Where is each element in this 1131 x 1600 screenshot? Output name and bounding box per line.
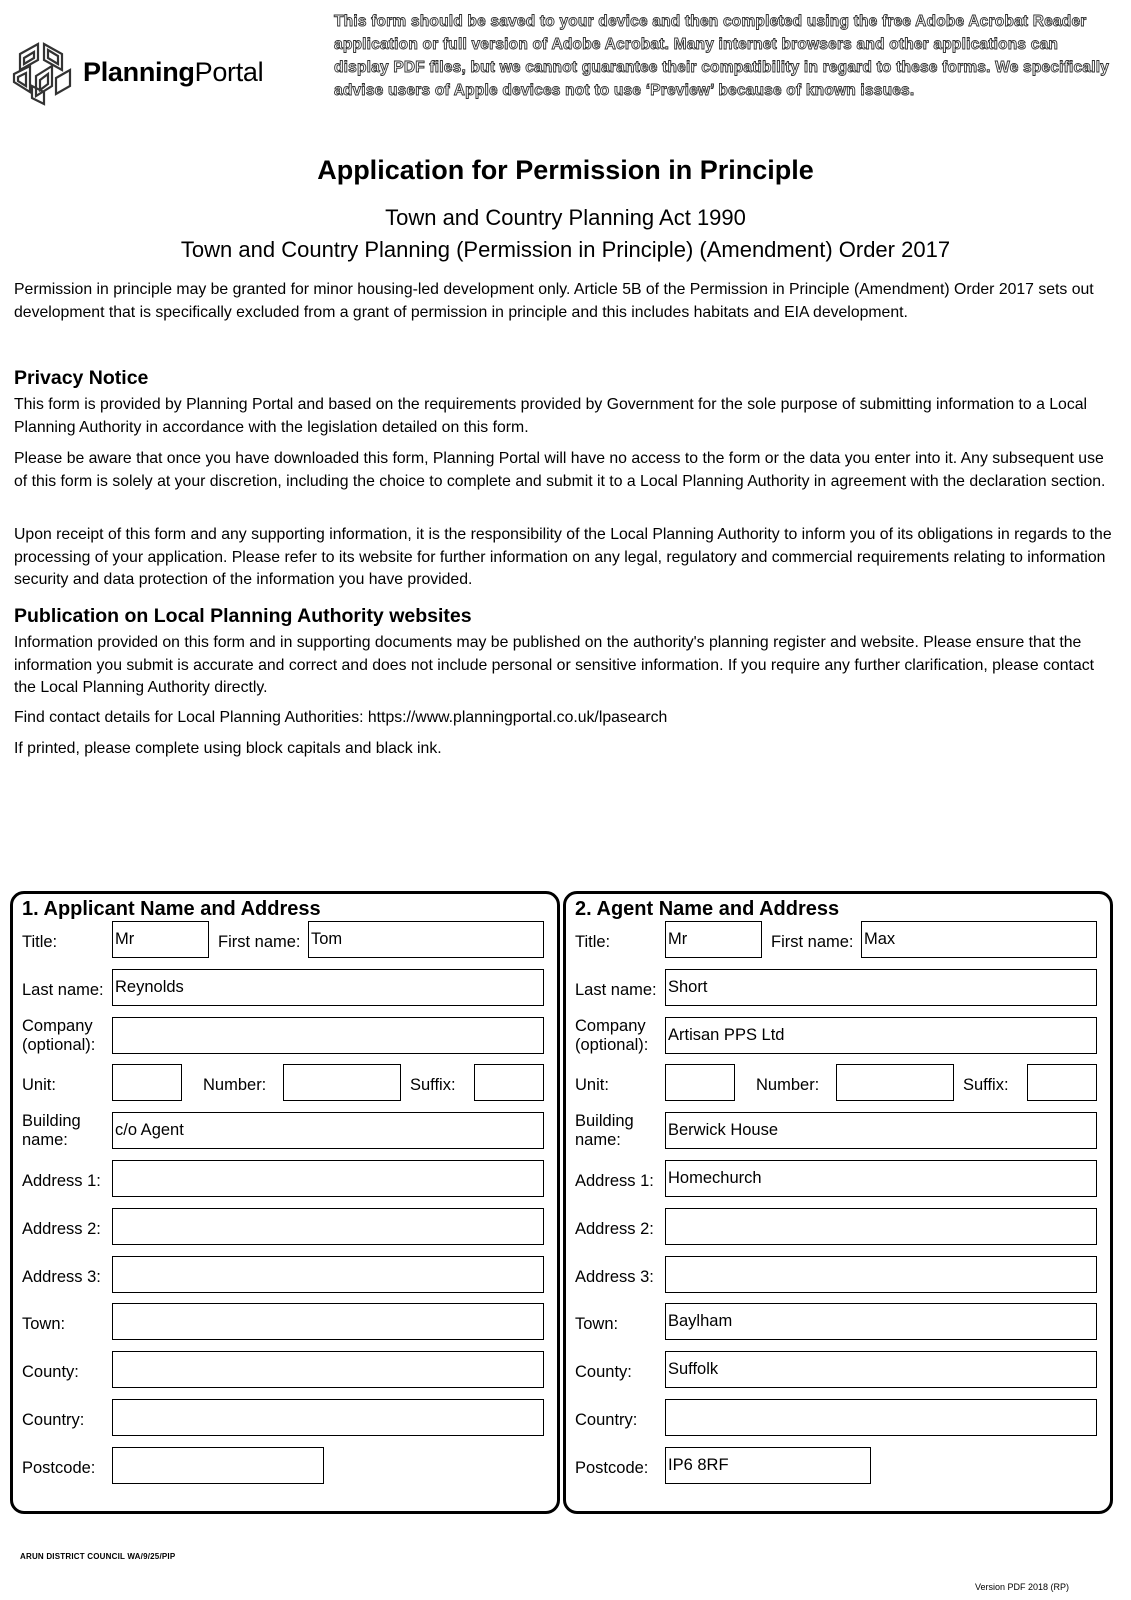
applicant-title-field[interactable]: Mr xyxy=(112,921,209,958)
country-label: Country: xyxy=(575,1411,638,1429)
agent-company-field[interactable]: Artisan PPS Ltd xyxy=(665,1017,1097,1054)
number-label: Number: xyxy=(756,1076,820,1094)
agent-address1-field[interactable]: Homechurch xyxy=(665,1160,1097,1197)
subtitle-order: Town and Country Planning (Permission in Principle) (Amendment) Order 2017 xyxy=(180,237,951,262)
county-label: County: xyxy=(575,1363,632,1381)
block-capitals-instruction: If printed, please complete using block capitals and black ink. xyxy=(14,740,442,757)
applicant-address3-field[interactable] xyxy=(112,1256,544,1293)
applicant-address1-field[interactable] xyxy=(112,1160,544,1197)
building-name-label: Building name: xyxy=(575,1112,634,1149)
country-label: Country: xyxy=(22,1411,85,1429)
first-name-label: First name: xyxy=(218,933,301,951)
agent-last-name-field[interactable]: Short xyxy=(665,969,1097,1006)
version-label: Version PDF 2018 (RP) xyxy=(975,1582,1070,1592)
agent-town-field[interactable]: Baylham xyxy=(665,1303,1097,1340)
agent-first-name-field[interactable]: Max xyxy=(861,921,1097,958)
agent-title-field[interactable]: Mr xyxy=(665,921,762,958)
page-title: Application for Permission in Principle xyxy=(317,155,814,185)
agent-address3-field[interactable] xyxy=(665,1256,1097,1293)
applicant-suffix-field[interactable] xyxy=(474,1064,544,1101)
postcode-label: Postcode: xyxy=(22,1459,96,1477)
address2-label: Address 2: xyxy=(22,1220,101,1238)
planning-portal-logo xyxy=(10,38,280,110)
agent-number-field[interactable] xyxy=(836,1064,954,1101)
address3-label: Address 3: xyxy=(575,1268,654,1286)
agent-country-field[interactable] xyxy=(665,1399,1097,1436)
suffix-label: Suffix: xyxy=(963,1076,1009,1094)
applicant-unit-field[interactable] xyxy=(112,1064,182,1101)
suffix-label: Suffix: xyxy=(410,1076,456,1094)
agent-unit-field[interactable] xyxy=(665,1064,735,1101)
pdf-usage-notice: This form should be saved to your device and then completed using the free Adobe Acrobat Reader application or full version of Adobe Acrobat. Many internet browsers and other applications can display PDF files, but we cannot guarantee their compatibility in regard to these forms. We specifically advise users of Apple devices not to use ‘Preview’ because of known issues. xyxy=(334,13,1110,99)
applicant-first-name-field[interactable]: Tom xyxy=(308,921,544,958)
privacy-paragraph-1: This form is provided by Planning Portal and based on the requirements provided by Government for the sole purpose of submitting information to a Local Planning Authority in accordance with the legislation detailed on this form. xyxy=(14,396,1088,436)
agent-section xyxy=(563,891,1113,1514)
subtitle-act: Town and Country Planning Act 1990 xyxy=(385,205,746,230)
applicant-company-field[interactable] xyxy=(112,1017,544,1054)
first-name-label: First name: xyxy=(771,933,854,951)
number-label: Number: xyxy=(203,1076,267,1094)
applicant-country-field[interactable] xyxy=(112,1399,544,1436)
planning-portal-logo-icon xyxy=(10,40,76,106)
privacy-heading: Privacy Notice xyxy=(14,367,149,389)
unit-label: Unit: xyxy=(22,1076,56,1094)
privacy-paragraph-3: Upon receipt of this form and any supporting information, it is the responsibility of the Local Planning Authority to inform you of its obligations in regards to the processing of your application. Please refer to its website for further information on any legal, regulatory and commercial requirements relating to information security and data protection of the information you have provided. xyxy=(14,526,1112,588)
title-label: Title: xyxy=(575,933,611,951)
address1-label: Address 1: xyxy=(22,1172,101,1190)
company-label: Company (optional): xyxy=(22,1017,96,1054)
applicant-address2-field[interactable] xyxy=(112,1208,544,1245)
address1-label: Address 1: xyxy=(575,1172,654,1190)
town-label: Town: xyxy=(22,1315,66,1333)
postcode-label: Postcode: xyxy=(575,1459,649,1477)
council-reference: ARUN DISTRICT COUNCIL WA/9/25/PIP xyxy=(20,1552,176,1561)
applicant-postcode-field[interactable] xyxy=(112,1447,324,1484)
applicant-town-field[interactable] xyxy=(112,1303,544,1340)
last-name-label: Last name: xyxy=(575,981,657,999)
agent-county-field[interactable]: Suffolk xyxy=(665,1351,1097,1388)
applicant-number-field[interactable] xyxy=(283,1064,401,1101)
logo-wordmark: PlanningPortal xyxy=(83,57,264,87)
building-name-label: Building name: xyxy=(22,1112,81,1149)
agent-postcode-field[interactable]: IP6 8RF xyxy=(665,1447,871,1484)
agent-address2-field[interactable] xyxy=(665,1208,1097,1245)
agent-section-heading: 2. Agent Name and Address xyxy=(575,898,840,920)
address3-label: Address 3: xyxy=(22,1268,101,1286)
publication-heading: Publication on Local Planning Authority websites xyxy=(14,605,472,627)
applicant-county-field[interactable] xyxy=(112,1351,544,1388)
intro-paragraph: Permission in principle may be granted for minor housing-led development only. Article 5B of the Permission in Principle (Amendment) Order 2017 sets out development that is specifically excluded from a grant of permission in principle and this includes habitats and EIA development. xyxy=(14,281,1094,321)
company-label: Company (optional): xyxy=(575,1017,649,1054)
county-label: County: xyxy=(22,1363,79,1381)
address2-label: Address 2: xyxy=(575,1220,654,1238)
agent-building-name-field[interactable]: Berwick House xyxy=(665,1112,1097,1149)
publication-paragraph-1: Information provided on this form and in supporting documents may be published on the authority's planning register and website. Please ensure that the information you submit is accurate and correct and does not include personal or sensitive information. If you require any further clarification, please contact the Local Planning Authority directly. xyxy=(14,634,1095,696)
town-label: Town: xyxy=(575,1315,619,1333)
applicant-section-heading: 1. Applicant Name and Address xyxy=(22,898,321,920)
last-name-label: Last name: xyxy=(22,981,104,999)
unit-label: Unit: xyxy=(575,1076,609,1094)
applicant-section xyxy=(10,891,560,1514)
applicant-building-name-field[interactable]: c/o Agent xyxy=(112,1112,544,1149)
privacy-paragraph-2: Please be aware that once you have downloaded this form, Planning Portal will have no access to the form or the data you enter into it. Any subsequent use of this form is solely at your discretion, including the choice to complete and submit it to a Local Planning Authority in agreement with the declaration section. xyxy=(14,450,1106,490)
lpa-contact-details: Find contact details for Local Planning Authorities: https://www.planningportal.co.uk/lpasearch xyxy=(14,709,668,726)
agent-suffix-field[interactable] xyxy=(1027,1064,1097,1101)
applicant-last-name-field[interactable]: Reynolds xyxy=(112,969,544,1006)
title-label: Title: xyxy=(22,933,58,951)
